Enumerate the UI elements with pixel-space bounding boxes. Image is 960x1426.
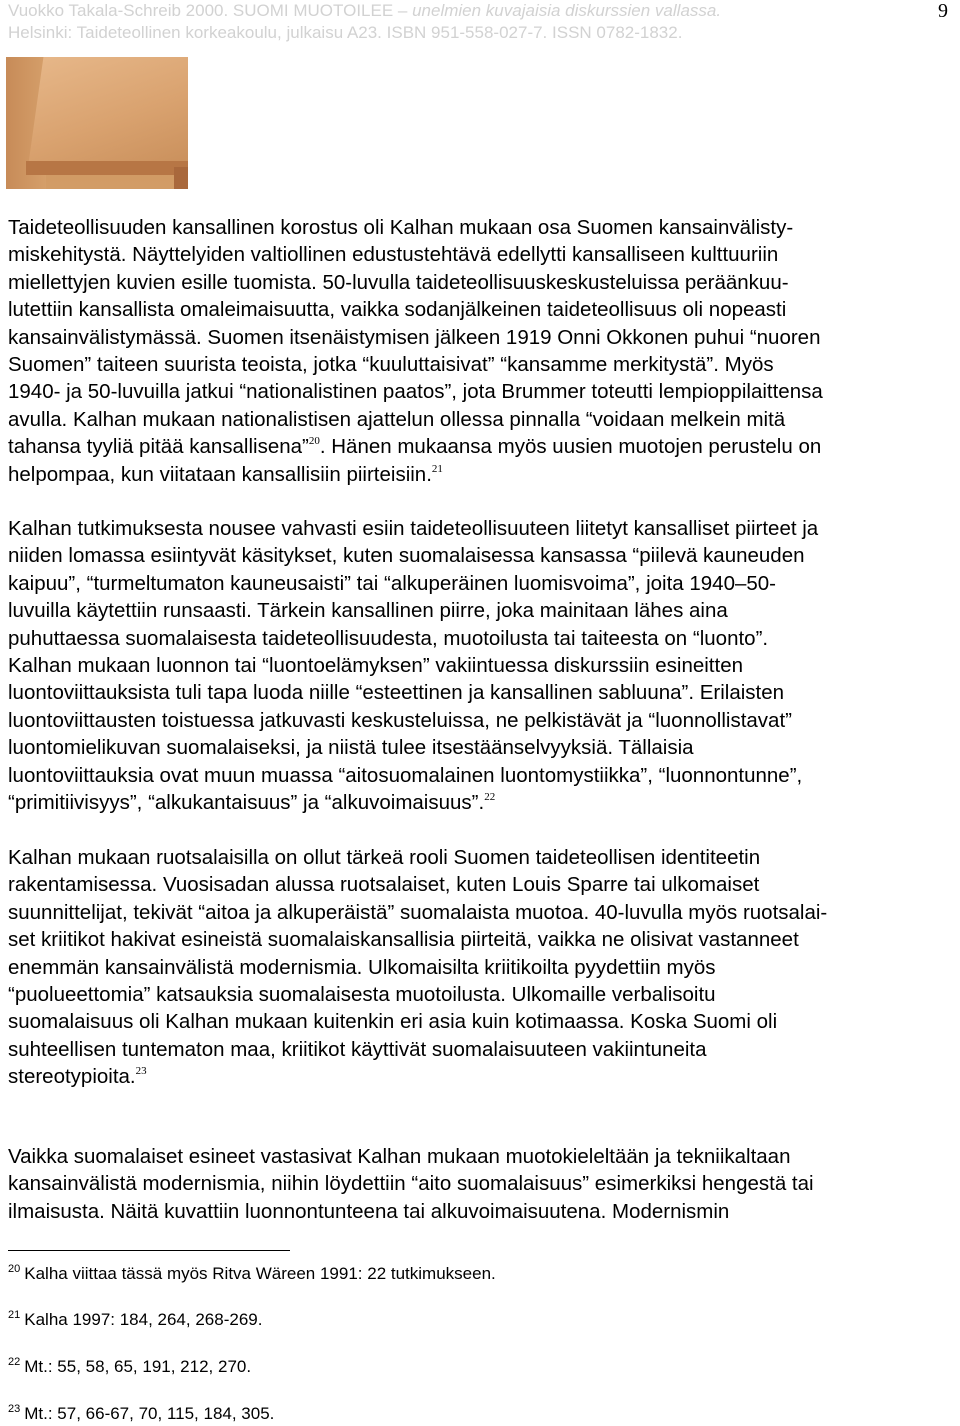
footnote-text: Mt.: 57, 66-67, 70, 115, 184, 305. (24, 1404, 275, 1423)
text-fragment: tahansa tyyliä pitää kansallisena” (8, 435, 309, 459)
text-line: kaipuu”, “turmeltumaton kauneusaisti” tai “alkuperäinen luomisvoima”, joita 1940–50- (8, 571, 776, 595)
footnote-21 (8, 1310, 262, 1330)
text-line: ilmaisusta. Näitä kuvattiin luonnontunteena tai alkuvoimaisuutena. Modernismin (8, 1199, 730, 1223)
document-header (8, 0, 908, 44)
footnote-number: 22 (8, 1356, 21, 1368)
footnote-ref: 21 (431, 462, 443, 475)
text-line: set kriitikot hakivat esineistä suomalaiskansallisia piirteitä, vaikka ne olisivat vastanneet (8, 928, 799, 952)
header-subtitle: unelmien kuvajaisia diskurssien vallassa. (412, 1, 722, 20)
text-line: Taideteollisuuden kansallinen korostus oli Kalhan mukaan osa Suomen kansainvälisty- (8, 216, 794, 239)
footnote-number: 21 (8, 1309, 21, 1321)
footnote-text: Kalha viittaa tässä myös Ritva Wäreen 1991: 22 tutkimukseen. (24, 1264, 496, 1283)
header-citation-line-1 (8, 0, 908, 22)
chair-photo (6, 57, 188, 189)
text-line: suomalaisuus oli Kalhan mukaan kuitenkin eri asia kuin kotimaassa. Koska Suomi oli (8, 1010, 778, 1034)
footnote-number: 23 (8, 1403, 21, 1415)
text-line (8, 461, 953, 488)
text-fragment: . Hänen mukaansa myös uusien muotojen perustelu on (319, 435, 822, 459)
text-line: enemmän kansainvälistä modernismia. Ulkomaisilta kriitikoilta pyydettiin myös (8, 955, 716, 979)
chair-seat-edge (26, 161, 188, 175)
text-line: Suomen” taiteen suurista teoista, jotka “kuuluttaisivat” “kansamme merkitystä”. Myös (8, 353, 774, 377)
text-line: niiden lomassa esiintyvät käsitykset, kuten suomalaisessa kansassa “piilevä kauneuden (8, 544, 805, 568)
footnote-ref: 22 (484, 791, 496, 804)
text-line: luontoviittauksista tuli tapa luoda niille “esteettinen ja kansallinen sabluuna”. Erilaisten (8, 681, 785, 705)
text-line: kansainvälistymässä. Suomen itsenäistymisen jälkeen 1919 Onni Okkonen puhui “nuoren (8, 325, 821, 349)
text-line: rakentamisessa. Vuosisadan alussa ruotsalaiset, kuten Louis Sparre tai ulkomaiset (8, 873, 760, 897)
footnote-text: Kalha 1997: 184, 264, 268-269. (24, 1310, 263, 1329)
footnote-23 (8, 1404, 274, 1424)
text-line: “puolueettomia” katsauksia suomalaisesta muotoilusta. Ulkomaille verbalisoitu (8, 983, 716, 1007)
text-line: lutettiin kansallista omaleimaisuutta, vaikka sodanjälkeinen taideteollisuus oli nopeasti (8, 298, 787, 322)
text-line: suhteellisen tuntematon maa, kriitikot käyttivät suomalaisuuteen vakiintuneita (8, 1037, 707, 1061)
text-line (8, 789, 953, 816)
text-line: luontomielikuvan suomalaiseksi, ja niistä tulee itsestäänselvyyksiä. Tällaisia (8, 736, 694, 760)
paragraph-1 (8, 214, 953, 488)
text-line: luvuilla käytettiin runsaasti. Tärkein kansallinen piirre, joka mainitaan lähes aina (8, 599, 728, 623)
paragraph-2 (8, 515, 953, 816)
text-fragment: helpompaa, kun viitataan kansallisiin piirteisiin. (8, 462, 432, 486)
text-line: luontoviittauksia ovat muun muassa “aitosuomalainen luontomystiikka”, “luonnontunne”, (8, 763, 803, 787)
footnote-ref: 20 (308, 435, 320, 448)
text-line: Kalhan mukaan ruotsalaisilla on ollut tärkeä rooli Suomen taideteollisen identiteetin (8, 846, 761, 869)
chair-seat-surface (28, 57, 188, 169)
text-line (8, 433, 953, 460)
text-line: puhuttaessa suomalaisesta taideteollisuudesta, muotoilusta tai taiteesta on “luonto”. (8, 626, 769, 650)
chair-leg (174, 167, 188, 189)
page-number: 9 (938, 0, 948, 22)
text-line: Kalhan mukaan luonnon tai “luontoelämyksen” vakiintuessa diskurssiin esineitten (8, 654, 743, 678)
header-citation-line-2: Helsinki: Taideteollinen korkeakoulu, julkaisu A23. ISBN 951-558-027-7. ISSN 0782-1832. (8, 23, 683, 42)
text-fragment: “primitiivisyys”, “alkukantaisuus” ja “alkuvoimaisuus”. (8, 791, 485, 815)
footnote-separator (8, 1250, 290, 1251)
text-line: Vaikka suomalaiset esineet vastasivat Kalhan mukaan muotokieleltään ja tekniikaltaan (8, 1145, 791, 1168)
footnote-text: Mt.: 55, 58, 65, 191, 212, 270. (24, 1357, 252, 1376)
text-line (8, 1063, 953, 1090)
text-line: luontoviittausten toistuessa jatkuvasti keskusteluissa, ne pelkistävät ja “luonnollistavat” (8, 708, 792, 732)
paragraph-3 (8, 844, 953, 1091)
footnote-22 (8, 1357, 251, 1377)
text-line: miellettyjen kuvien esille tuomista. 50-luvulla taideteollisuuskeskusteluissa peräänkuu- (8, 270, 789, 294)
header-author-title: Vuokko Takala-Schreib 2000. SUOMI MUOTOILEE – (8, 1, 413, 20)
footnote-ref: 23 (135, 1065, 147, 1078)
footnote-20 (8, 1264, 496, 1284)
text-line: kansainvälistä modernismia, niihin löydettiin “aito suomalaisuus” esimerkiksi hengestä tai (8, 1172, 814, 1196)
text-line: miskehitystä. Näyttelyiden valtiollinen edustustehtävä edellytti kansalliseen kulttuuriin (8, 243, 779, 267)
paragraph-4 (8, 1143, 953, 1225)
text-line: suunnittelijat, tekivät “aitoa ja alkuperäistä” suomalaista muotoa. 40-luvulla myös ruotsalai- (8, 900, 828, 924)
text-line: 1940- ja 50-luvuilla jatkui “nationalistinen paatos”, jota Brummer toteutti lempioppilaittensa (8, 380, 823, 404)
text-line: Kalhan tutkimuksesta nousee vahvasti esiin taideteollisuuteen liitetyt kansalliset piirteet ja (8, 517, 819, 540)
footnote-number: 20 (8, 1263, 21, 1275)
text-fragment: stereotypioita. (8, 1065, 136, 1089)
text-line: avulla. Kalhan mukaan nationalistisen ajattelun ollessa pinnalla “voidaan melkein mitä (8, 407, 786, 431)
